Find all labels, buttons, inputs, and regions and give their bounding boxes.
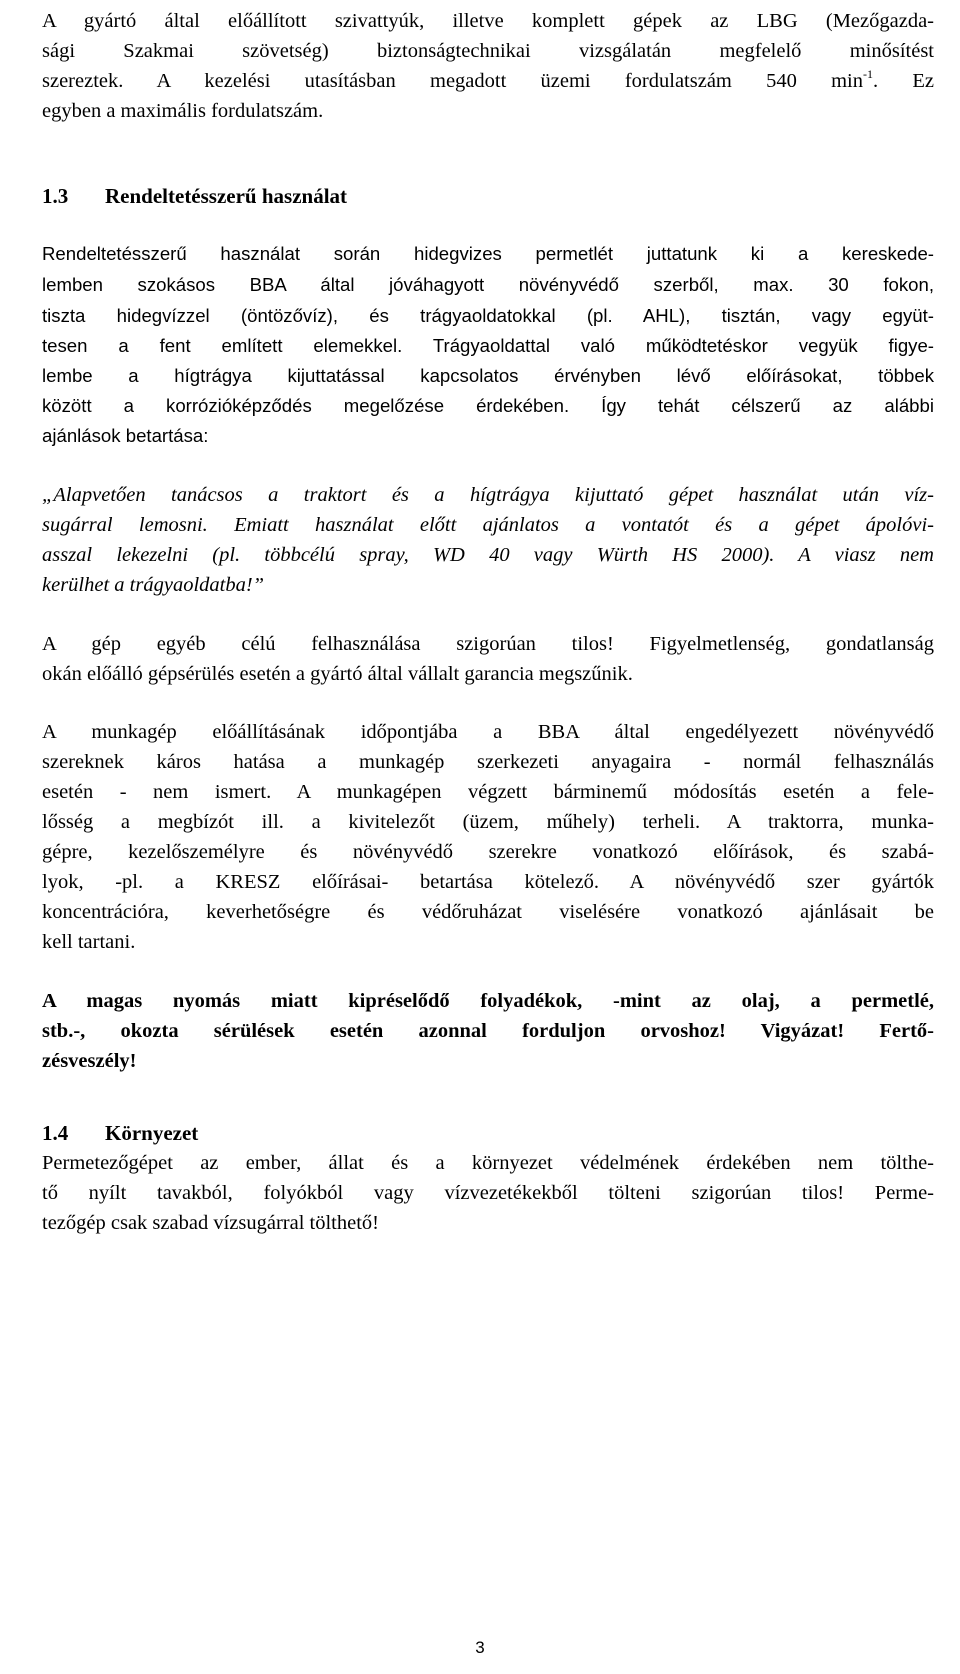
quote-line: sugárral lemosni. Emiatt használat előtt ajánlatos a vontatót és a gépet ápolóvi- (42, 514, 934, 536)
body-line: tiszta hidegvízzel (öntözővíz), és trágyaoldatokkal (pl. AHL), tisztán, vagy együt- (42, 305, 934, 326)
section-number: 1.4 (42, 1121, 69, 1145)
body-line: ajánlások betartása: (42, 425, 209, 446)
body-line: lyok, -pl. a KRESZ előírásai- betartása kötelező. A növényvédő szer gyártók (42, 871, 934, 893)
body-line: gépre, kezelőszemélyre és növényvédő szerekre vonatkozó előírások, és szabá- (42, 841, 934, 863)
body-line: esetén - nem ismert. A munkagépen végzett bárminemű módosítás esetén a fele- (42, 781, 934, 803)
body-line: A munkagép előállításának időpontjába a BBA által engedélyezett növényvédő (42, 721, 934, 743)
body-line: között a korrózióképződés megelőzése érdekében. Így tehát célszerű az alábbi (42, 395, 934, 416)
warning-line: zésveszély! (42, 1050, 137, 1072)
quote-line: „Alapvetően tanácsos a traktort és a hígtrágya kijuttató gépet használat után víz- (42, 484, 934, 506)
section-title: Környezet (105, 1121, 199, 1145)
quote-line: kerülhet a trágyaoldatba!” (42, 574, 265, 596)
body-line: kell tartani. (42, 931, 136, 953)
body-line: koncentrációra, keverhetőségre és védőruházat viselésére vonatkozó ajánlásait be (42, 901, 934, 923)
body-line: A gép egyéb célú felhasználása szigorúan tilos! Figyelmetlenség, gondatlanság (42, 633, 934, 655)
intro-line-3: szereztek. A kezelési utasításban megadott üzemi fordulatszám 540 $\min^{-1}$. Ez (42, 67, 935, 92)
body-line: lemben szokásos BBA által jóváhagyott növényvédő szerből, max. 30 fokon, (42, 274, 934, 295)
exponent: -1 (863, 67, 874, 81)
body-line: tezőgép csak szabad vízsugárral tölthető! (42, 1212, 379, 1234)
intro-line-4: egyben a maximális fordulatszám. (42, 100, 324, 122)
body-line: Rendeltetésszerű használat során hidegvizes permetlét juttatunk ki a kereskede- (42, 243, 934, 264)
page-number: 3 (475, 1638, 485, 1657)
intro-line-2: sági Szakmai szövetség) biztonságtechnikai vizsgálatán megfelelő minősítést (42, 40, 934, 62)
body-line: okán előálló gépsérülés esetén a gyártó által vállalt garancia megszűnik. (42, 663, 633, 685)
section-heading-1-4 (42, 1118, 934, 1148)
warning-line: stb.-, okozta sérülések esetén azonnal forduljon orvoshoz! Vigyázat! Fertő- (42, 1020, 934, 1042)
warning-line: A magas nyomás miatt kipréselődő folyadékok, -mint az olaj, a permetlé, (42, 990, 934, 1012)
section-title: Rendeltetésszerű használat (105, 184, 348, 208)
body-line: lősség a megbízót ill. a kivitelezőt (üzem, műhely) terheli. A traktorra, munka- (42, 811, 934, 833)
section-heading-1-3 (42, 181, 934, 211)
quote-line: asszal lekezelni (pl. többcélú spray, WD 40 vagy Würth HS 2000). A viasz nem (42, 544, 934, 566)
body-line: lembe a hígtrágya kijuttatással kapcsolatos érvényben lévő előírásokat, többek (42, 365, 934, 386)
body-line: tő nyílt tavakból, folyókból vagy vízvezetékekből tölteni szigorúan tilos! Perme- (42, 1182, 934, 1204)
section-number: 1.3 (42, 184, 69, 208)
body-line: Permetezőgépet az ember, állat és a környezet védelmének érdekében nem tölthe- (42, 1152, 934, 1174)
intro-line-1: A gyártó által előállított szivattyúk, illetve komplett gépek az LBG (Mezőgazda- (42, 10, 934, 32)
body-line: tesen a fent említett elemekkel. Trágyaoldattal való működtetéskor vegyük figye- (42, 335, 934, 356)
body-line: szereknek káros hatása a munkagép szerkezeti anyagaira - normál felhasználás (42, 751, 934, 773)
